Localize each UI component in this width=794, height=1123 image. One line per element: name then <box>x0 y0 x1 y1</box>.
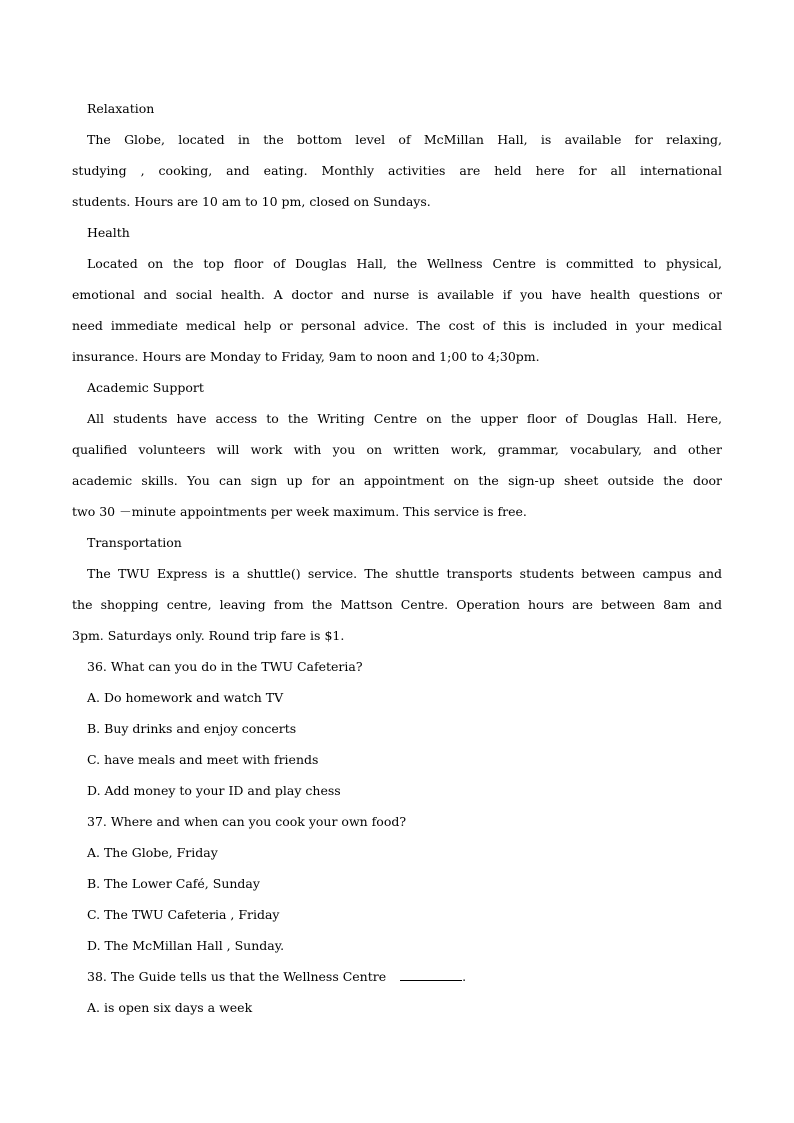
paragraph-line: Located on the top floor of Douglas Hall, the Wellness Centre is committed to physical, <box>87 256 722 271</box>
question-37-option-b: B. The Lower Café, Sunday <box>87 876 260 891</box>
document-page <box>72 93 722 1023</box>
paragraph-line: emotional and social health. A doctor and nurse is available if you have health questions or <box>72 287 722 302</box>
paragraph-line: studying , cooking, and eating. Monthly activities are held here for all international <box>72 163 722 178</box>
paragraph-line: All students have access to the Writing Centre on the upper floor of Douglas Hall. Here, <box>87 411 722 426</box>
question-38-stem-text: 38. The Guide tells us that the Wellness Centre <box>87 969 387 984</box>
paragraph-line: students. Hours are 10 am to 10 pm, closed on Sundays. <box>72 194 431 209</box>
section-heading-academic-support: Academic Support <box>87 380 204 395</box>
paragraph-line: insurance. Hours are Monday to Friday, 9am to noon and 1;00 to 4;30pm. <box>72 349 540 364</box>
paragraph-line: two 30 －minute appointments per week maximum. This service is free. <box>72 504 527 519</box>
section-heading-health: Health <box>87 225 130 240</box>
paragraph-line: qualified volunteers will work with you on written work, grammar, vocabulary, and other <box>72 442 722 457</box>
paragraph-line: the shopping centre, leaving from the Mattson Centre. Operation hours are between 8am and <box>72 597 722 612</box>
paragraph-line: The Globe, located in the bottom level of McMillan Hall, is available for relaxing, <box>87 132 722 147</box>
question-38-stem <box>72 961 722 992</box>
paragraph-line: academic skills. You can sign up for an appointment on the sign-up sheet outside the door <box>72 473 722 488</box>
section-heading-relaxation: Relaxation <box>87 101 155 116</box>
question-36-option-d: D. Add money to your ID and play chess <box>87 783 341 798</box>
question-37-option-a: A. The Globe, Friday <box>87 845 218 860</box>
question-36-option-a: A. Do homework and watch TV <box>87 690 284 705</box>
paragraph-line: 3pm. Saturdays only. Round trip fare is $1. <box>72 628 345 643</box>
question-38-option-a: A. is open six days a week <box>87 1000 253 1015</box>
section-heading-transportation: Transportation <box>87 535 182 550</box>
paragraph-line: need immediate medical help or personal advice. The cost of this is included in your medical <box>72 318 722 333</box>
question-36-option-b: B. Buy drinks and enjoy concerts <box>87 721 297 736</box>
question-36-option-c: C. have meals and meet with friends <box>87 752 319 767</box>
question-36-stem: 36. What can you do in the TWU Cafeteria? <box>87 659 363 674</box>
question-37-stem: 37. Where and when can you cook your own food? <box>87 814 407 829</box>
paragraph-line: The TWU Express is a shuttle() service. The shuttle transports students between campus and <box>87 566 722 581</box>
answer-blank <box>400 968 462 981</box>
question-38-stem-end: . <box>462 969 467 984</box>
question-37-option-c: C. The TWU Cafeteria , Friday <box>87 907 280 922</box>
question-37-option-d: D. The McMillan Hall , Sunday. <box>87 938 285 953</box>
